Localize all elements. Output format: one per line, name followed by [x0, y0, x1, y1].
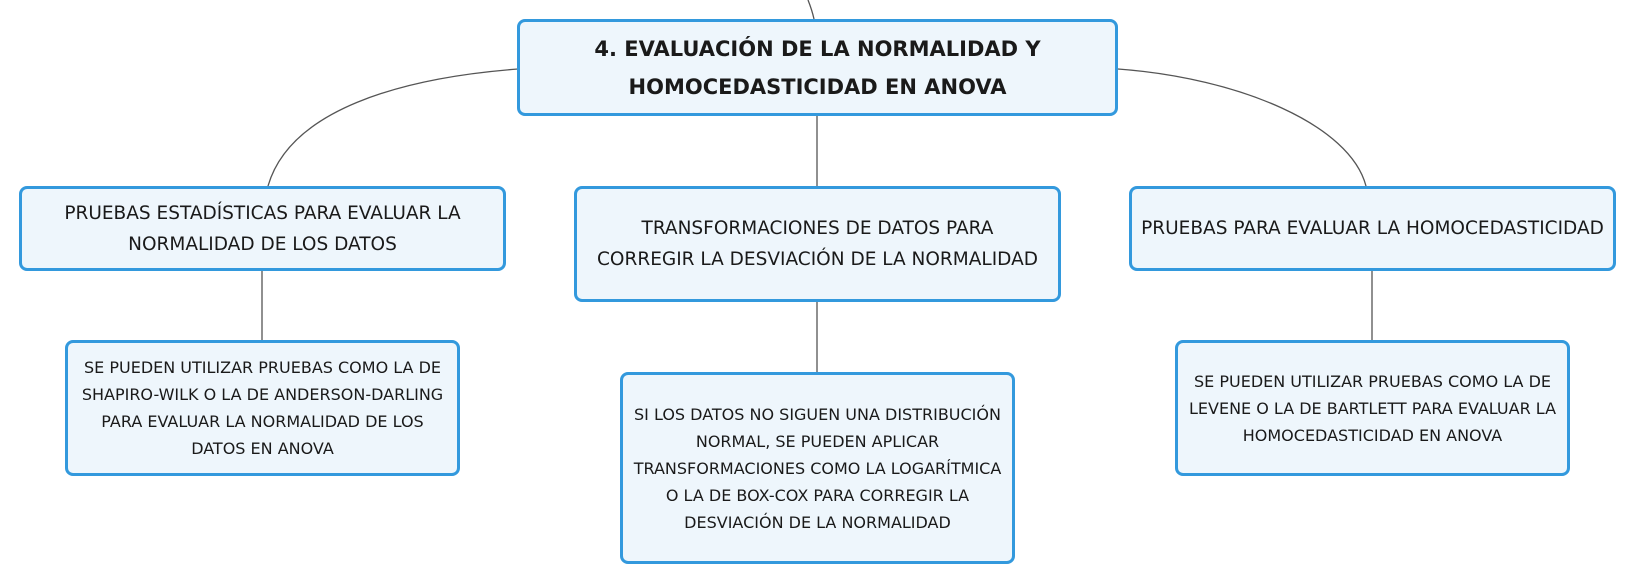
- branch-1-topic-text: PRUEBAS ESTADÍSTICAS PARA EVALUAR LA NORMALIDAD DE LOS DATOS: [64, 202, 461, 255]
- branch-2-topic-node[interactable]: [574, 186, 1061, 302]
- root-topic-text: 4. EVALUACIÓN DE LA NORMALIDAD Y HOMOCEDASTICIDAD EN ANOVA: [594, 36, 1041, 99]
- connector-root-to-branch-3: [1118, 69, 1366, 186]
- branch-2-topic-text: TRANSFORMACIONES DE DATOS PARA CORREGIR LA DESVIACIÓN DE LA NORMALIDAD: [597, 218, 1038, 270]
- branch-2-detail-node[interactable]: [620, 372, 1015, 564]
- branch-2-detail-text: SI LOS DATOS NO SIGUEN UNA DISTRIBUCIÓN NORMAL, SE PUEDEN APLICAR TRANSFORMACIONES COMO LA LOGARÍTMICA O LA DE BOX-COX PARA CORREGIR LA DESVIACIÓN DE LA NORMALIDAD: [633, 404, 1002, 532]
- connector-parent-to-root: [808, 0, 814, 19]
- branch-1-topic-node[interactable]: [19, 186, 506, 271]
- branch-3-detail-text: SE PUEDEN UTILIZAR PRUEBAS COMO LA DE LEVENE O LA DE BARTLETT PARA EVALUAR LA HOMOCEDASTICIDAD EN ANOVA: [1188, 371, 1557, 445]
- branch-3-topic-node[interactable]: [1129, 186, 1616, 271]
- connector-root-to-branch-1: [268, 69, 518, 186]
- branch-3-topic-text: PRUEBAS PARA EVALUAR LA HOMOCEDASTICIDAD: [1141, 218, 1604, 239]
- branch-3-detail-node[interactable]: [1175, 340, 1570, 476]
- branch-1-detail-text: SE PUEDEN UTILIZAR PRUEBAS COMO LA DE SHAPIRO-WILK O LA DE ANDERSON-DARLING PARA EVALUAR LA NORMALIDAD DE LOS DATOS EN ANOVA: [81, 358, 444, 458]
- root-topic-node[interactable]: [517, 19, 1118, 116]
- branch-1-detail-node[interactable]: [65, 340, 460, 476]
